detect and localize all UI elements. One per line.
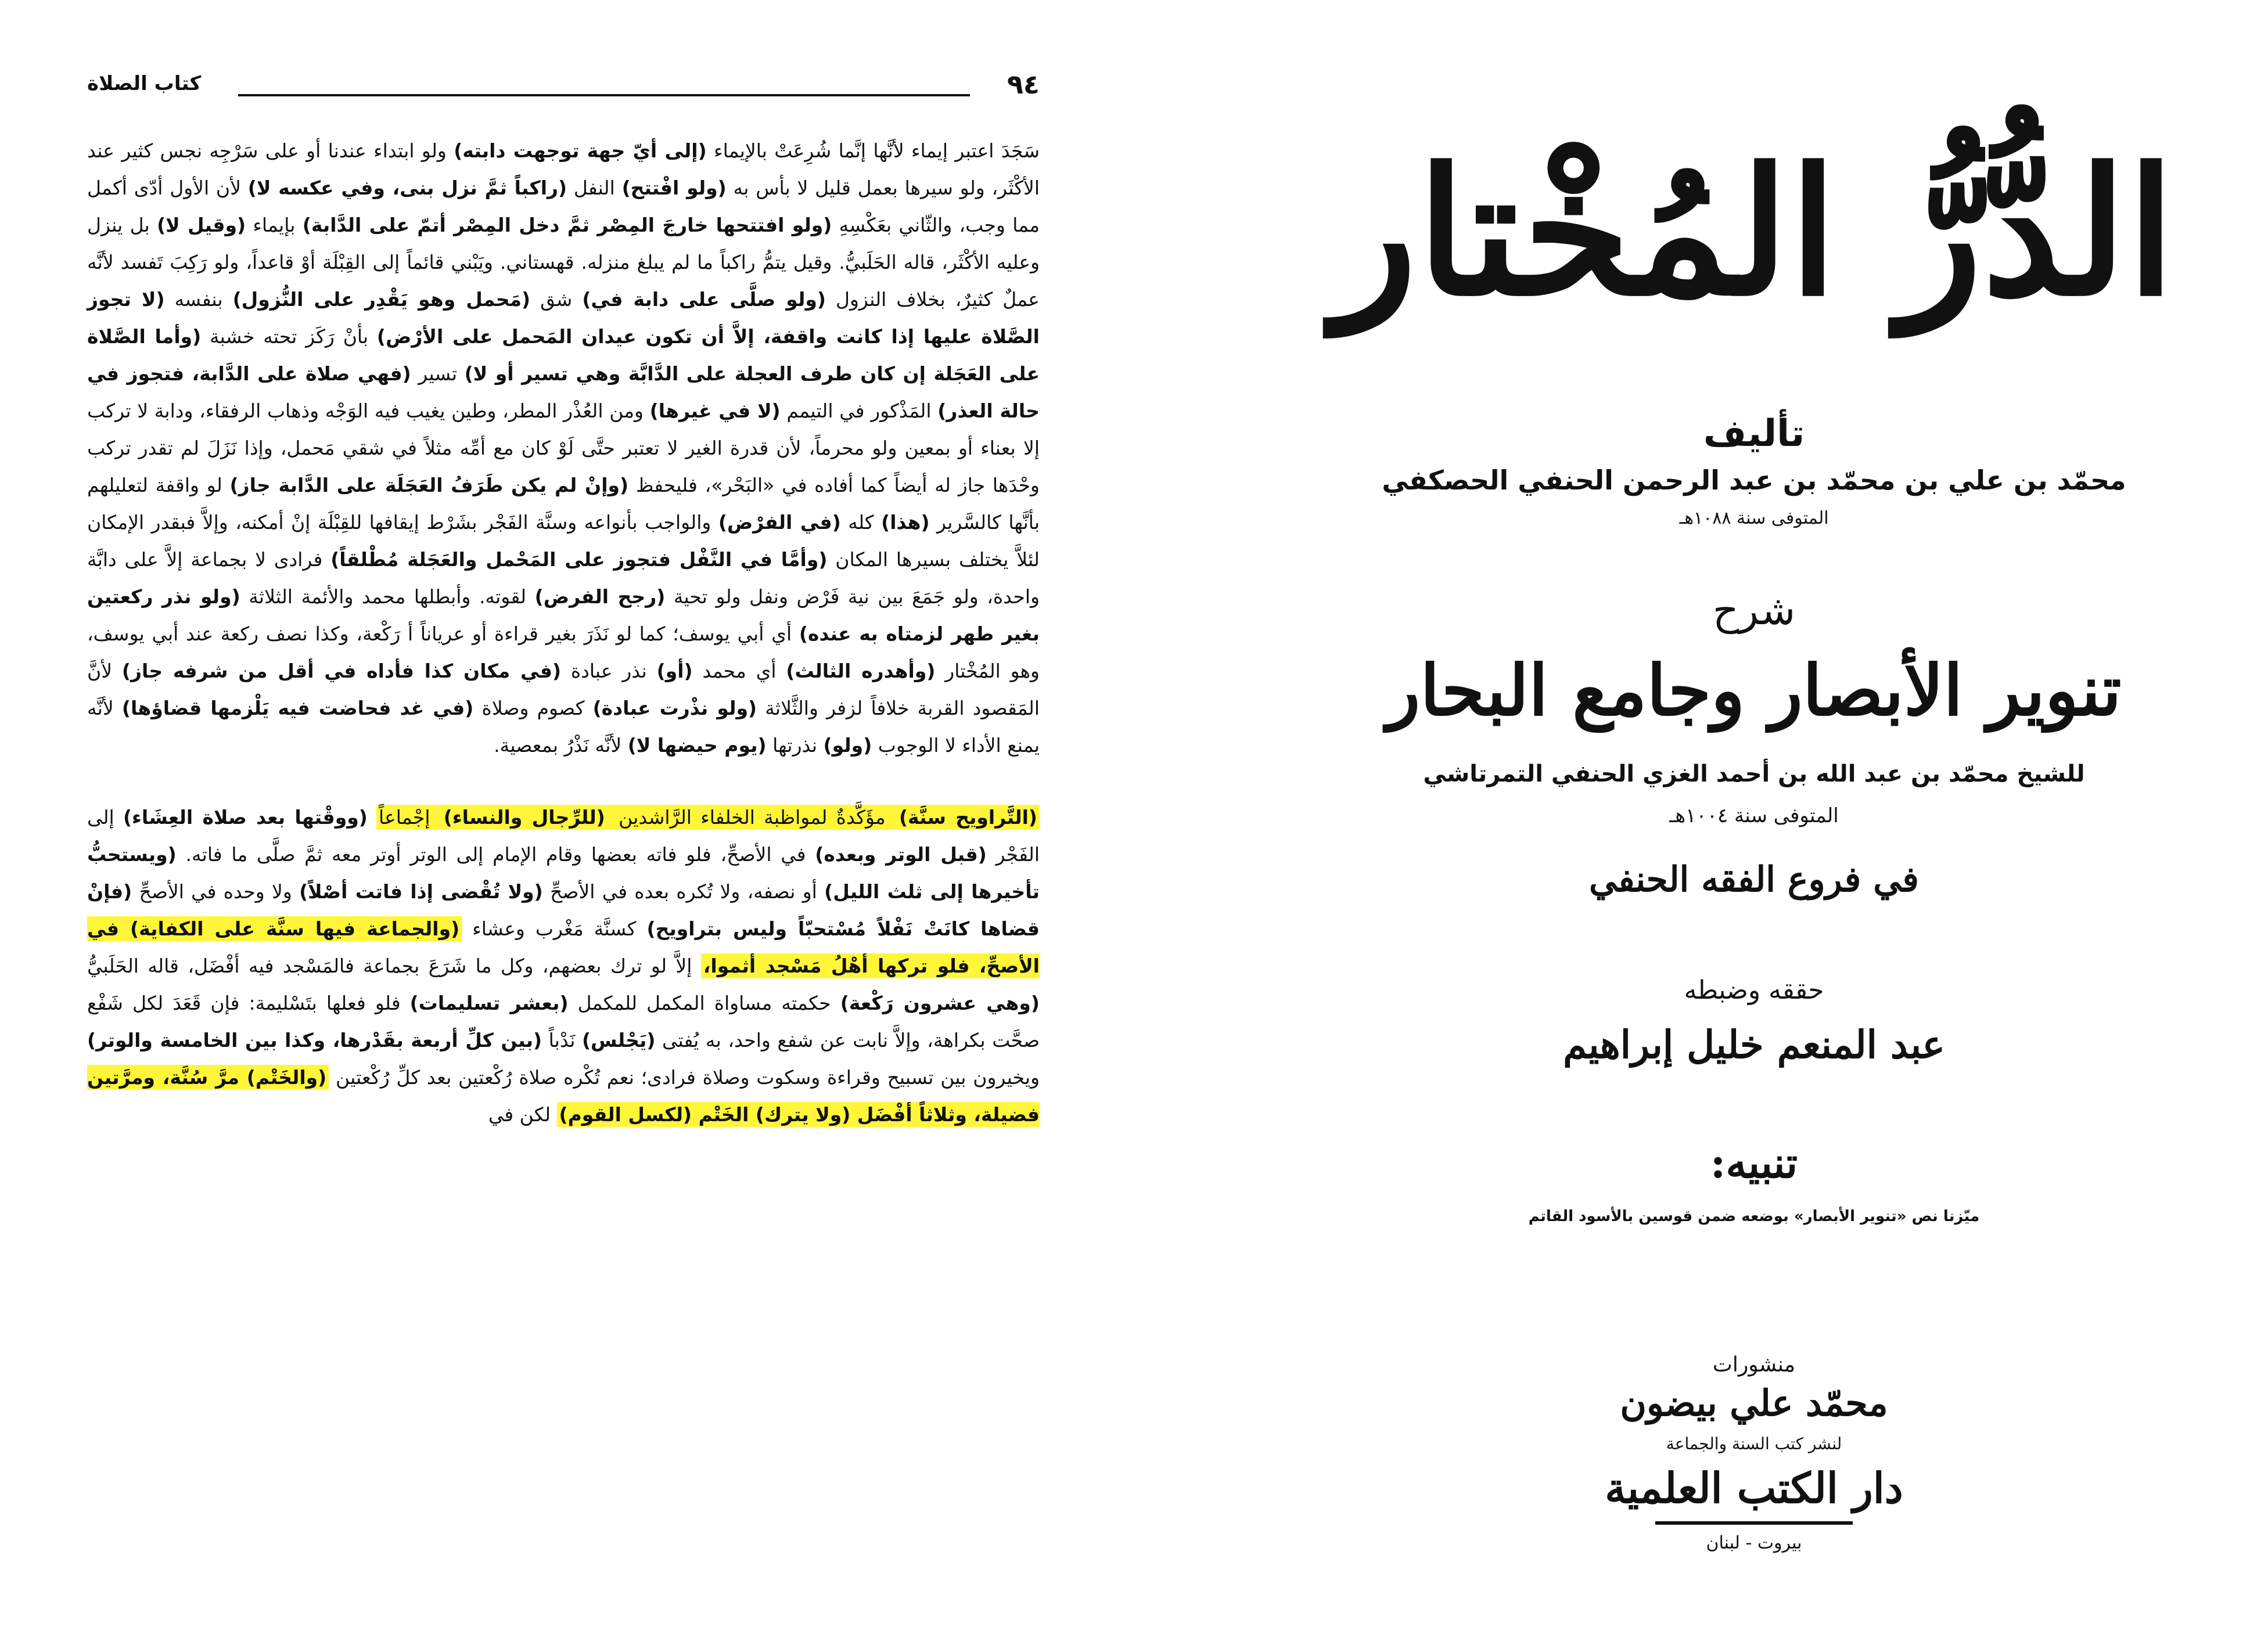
text-run: بإيماء [246,214,303,236]
main-title: الدُّرُّ المُخْتار [1332,129,2176,334]
text-run: لأنَّه يمنع الأداء لا الوجوب [87,697,1040,757]
running-header [87,64,1040,110]
bold-run: (ولو صلَّى على دابة في) [582,288,826,311]
text-run: لقوته. وأبطلها محمد والأئمة الثلاثة [240,585,535,608]
authored-label: تأليف [1703,412,1805,455]
text-run: سَجَدَ اعتبر إيماء لأنَّها إنَّما شُرِعَتْ بالإيماء [706,139,1040,162]
text-run: في الأصحِّ، فلو فاته بعضها وقام الإمام إلى الوتر أوتر معه ثمَّ صلَّى ما فاته. [176,843,815,866]
text-run: والواجب بأنواعه وسنَّة الفَجْر بشَرْط إيقافها للقِبْلَة إنْ أمكنه، وإلاَّ فبقدر الإمكان لئلاَّ يختلف بسيرها المكان [87,511,1040,571]
commentary-title: تنوير الأبصار وجامع البحار [1386,650,2122,732]
notice-label: تنبيه: [1710,1138,1798,1187]
body-text [87,132,1040,1133]
bold-run: (ولو) [823,734,872,757]
bold-run: (يَجْلس) [581,1029,656,1052]
publisher-line: لنشر كتب السنة والجماعة [1666,1434,1842,1453]
text-run: شق [530,288,583,311]
bold-run: (ووقْتها بعد صلاة العِشَاء) [123,806,368,829]
text-run: فلو فعلها بتَسْليمة: فإن قَعَدَ لكل شَفْع صحَّت بكراهة، وإلاَّ نابت عن شفع واحد، به يُفتى [87,992,1040,1052]
text-run: نذرتها [766,734,824,757]
bold-run: (لا تجوز الصَّلاة عليها إذا كانت واقفة، إلاَّ أن تكون عيدان المَحمل على الأرْض) [87,288,1040,348]
publisher-logo-underline [1655,1521,1853,1525]
bold-run: (في الفرْض) [718,511,841,534]
text-run: لأن الأول أدّى أكمل مما وجب، والثّاني بعَكْسِهِ [87,177,1040,236]
text-run: لكن في [488,1103,557,1126]
bold-run: (مَحمل وهو يَقْدِر على النُّزول) [232,288,531,311]
header-rule [238,94,970,96]
highlighted-bold-run: (التَّراويح سنَّة) [897,805,1040,830]
text-run [368,806,376,829]
publication-label: منشورات [1712,1353,1796,1377]
bold-run: (في مكان كذا فأداه في أقل من شرفه جاز) [121,660,562,682]
bold-run: (بعشر تسليمات) [409,992,569,1014]
author-name: محمّد بن علي بن محمّد بن عبد الرحمن الحنفي الحصكفي [1382,465,2126,496]
notice-text: ميّزنا نص «تنوير الأبصار» بوضعه ضمن قوسين بالأسود القاتم [1528,1208,1980,1225]
text-run: ولو ابتداء عندنا أو على سَرْجِه نجس كثير عند الأكْثَر، ولو سيرها بعمل قليل لا بأس به [87,139,1040,199]
highlighted-bold-run: (للرِّجال والنساء) [441,805,608,830]
bold-run: (ولا تُقْضى إذا فاتت أصْلاً) [299,880,543,903]
bold-run: (إلى أيّ جهة توجهت دابته) [454,139,707,162]
base-text-author: للشيخ محمّد بن عبد الله بن أحمد الغزي الحنفي التمرتاشي [1423,761,2085,787]
publisher-logo: دار الكتب العلمية [1605,1463,1903,1513]
bold-run: (هذا) [881,511,930,534]
bold-run: (ولو افتتحها خارجَ المِصْر ثمَّ دخل المِصْر أتمّ على الدَّابة) [302,214,832,236]
bold-run: (بين كلِّ أربعة بقَدْرها، وكذا بين الخامسة والوتر) [87,1029,542,1052]
bold-run: (وإنْ لم يكن طَرَفُ العَجَلَة على الدَّابة جاز) [229,474,629,496]
text-run: بأنْ رَكَز تحته خشبة [201,325,377,348]
commentary-label: شرح [1712,586,1796,634]
text-run: بنفسه [164,288,233,311]
text-run: ومن العُذْر المطر، وطين يغيب فيه الوَجْه وذهاب الرفقاء، ودابة لا تركب إلا بعناء أو بمعين ولو محرماً، لأن قدرة الغير لا تعتبر حتَّى لَوْ كان مع أمِّه مثلاً في شقي مَحمل، وإذا نَزَلَ لم تقدر تركب وحْدَها جاز له أيضاً كما أفاده في «البَحْر»، فليحفظ [87,399,1040,496]
highlighted-bold-run: (والخَتْم) مرَّ سُنَّة، ومرَّتين فضيلة، وثلاثاً أفْضَل (ولا يترك) الخَتْم (لكسل القوم) [87,1066,1040,1126]
text-run: إلى الفَجْر [87,806,1040,866]
bold-run: (ولو افْتتح) [621,177,727,199]
publisher-person: محمّد علي بيضون [1620,1382,1888,1424]
bold-run: (أو) [656,660,693,682]
section-title: كتاب الصلاة [87,72,202,95]
bold-run: (في غد فحاضت فيه يَلْزمها قضاؤها) [121,697,474,719]
text-run: تسير [411,362,465,385]
text-run: ويخيرون بين تسبيح وقراءة وسكوت وصلاة فرادى؛ نعم تُكْره صلاة رُكْعتين بعد كلِّ رُكْعتين [329,1066,1040,1089]
text-run: النفل [567,177,622,199]
text-run: ولا وحده في الأصحِّ [132,880,300,903]
bold-run: (راكباً ثمَّ نزل بنى، وفي عكسه لا) [247,177,567,199]
bold-run: (رجح الفرض) [534,585,666,608]
field-of-study: في فروع الفقه الحنفي [1589,859,1919,900]
bold-run: (فهي صلاة على الدَّابة، فتجوز في حالة العذر) [87,362,1040,422]
text-run: بل ينزل وعليه الأكْثَر، قاله الحَلَبيُّ. وقيل يتمُّ راكباً ما لم يبلغ منزله. قهستاني. ويَبْني قائماً إلى القِبْلَة أوْ قاعداً، ولو رَكِبَ تَفسد لأنَّه عملٌ كثيرٌ، بخلاف النزول [87,214,1040,311]
highlighted-run: إجْماعاً [376,805,441,830]
text-run: المَذْكور في التيمم [780,399,938,422]
bold-run: (وقيل لا) [157,214,246,236]
base-author-death-date: المتوفى سنة ١٠٠٤هـ [1669,804,1839,827]
publisher-city: بيروت - لبنان [1706,1533,1802,1553]
paragraph-2 [87,799,1040,1133]
bold-run: (فإنْ قضاها كانَتْ نَفْلاً مُسْتحبّاً وليس بتراويح) [87,880,1040,940]
text-run: لأنَّه نَذْرُ بمعصية. [494,734,628,757]
text-run: نذر عبادة [561,660,657,682]
bold-run: (وهي عشرون رَكْعة) [840,992,1040,1014]
bold-run: (وأهدره الثالث) [786,660,936,682]
text-run: فرادى لا بجماعة إلاَّ على دابَّة واحدة، ولو جَمَعَ بين نية فَرْض ونفل ولو تحية [87,548,1040,608]
bold-run: (ولو نذْرت عبادة) [592,697,757,719]
bold-run: (وأما الصَّلاة على العَجَلة إن كان طرف العجلة على الدَّابَّة وهي تسير أو لا) [87,325,1040,385]
editor-name: عبد المنعم خليل إبراهيم [1563,1022,1945,1067]
page-number: ٩٤ [1007,69,1040,100]
text-run: أي محمد [692,660,786,682]
text-run: كسنَّة مَغْرب وعشاء [462,917,647,940]
highlighted-bold-run: (والجماعة فيها سنَّة على الكفاية) في الأصحِّ، فلو تركها أهْلُ مَسْجد أثموا، [87,917,1040,977]
text-run: لو واقفة لتعليلهم بأنَّها كالسَّرير [87,474,1040,534]
bold-run: (لا في غيرها) [649,399,781,422]
text-run: كصوم وصلاة [473,697,593,719]
bold-run: (ويستحبُّ تأخيرها إلى ثلث الليل) [87,843,1040,903]
paragraph-1 [87,132,1040,764]
text-run: إلاَّ لو ترك بعضهم، وكل ما شَرَعَ بجماعة فالمَسْجد فيه أفْضَل، قاله الحَلَبيُّ [87,955,701,977]
text-run: نَدْباً [542,1029,582,1052]
text-run: أو نصفه، ولا تُكره بعده في الأصحِّ [542,880,825,903]
author-death-date: المتوفى سنة ١٠٨٨هـ [1679,508,1829,528]
title-page [1330,87,2178,1585]
text-run: أي أبي يوسف؛ كما لو نَذَرَ بغير قراءة أو عرياناً أ رَكْعة، وكذا نصف ركعة عند أبي يوسف، وهو المُخْتار [87,622,1040,682]
text-run: حكمته مساواة المكمل للمكمل [568,992,840,1014]
bold-run: (ولو نذر ركعتين بغير طهر لزمتاه به عنده) [87,585,1040,645]
editor-label: حققه وضبطه [1684,975,1824,1005]
text-run: لأنَّ المَقصود القربة خلافاً لزفر والثَّلاثة [87,660,1040,719]
bold-run: (يوم حيضها لا) [627,734,767,757]
left-page [87,64,1040,1585]
bold-run: (وأمَّا في النَّفْل فتجوز على المَحْمل والعَجَلة مُطْلقاً) [330,548,828,571]
bold-run: (قبل الوتر وبعده) [815,843,987,866]
text-run: كله [840,511,882,534]
highlighted-run: مؤَكَّدةٌ لمواظبة الخلفاء الرَّاشدين [608,805,897,830]
